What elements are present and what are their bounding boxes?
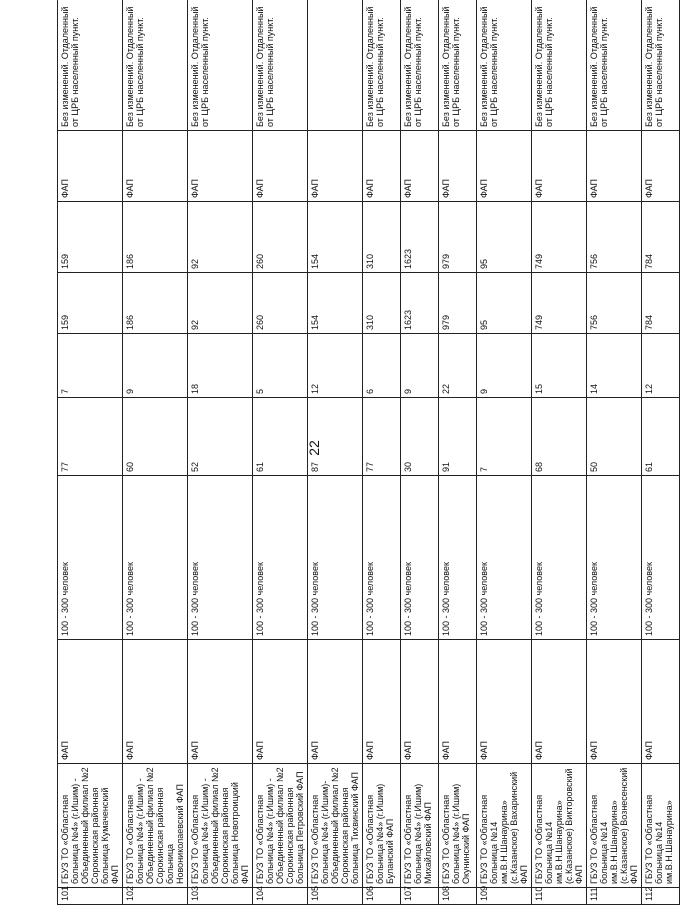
organization-name-cell: ГБУЗ ТО «Областная больница №14 им.В.Н.Шанаурина» <box>642 764 680 888</box>
population-range-cell: 100 - 300 человек <box>188 476 253 640</box>
value-b-cell: 14 <box>587 334 642 398</box>
row-number-cell: 110 <box>532 888 587 905</box>
row-number-cell: 109 <box>477 888 532 905</box>
value-d-cell: 159 <box>58 202 123 273</box>
note-cell: Без изменений. Отдаленный от ЦРБ населенный пункт. <box>123 0 188 131</box>
organization-name-cell: ГБУЗ ТО «Областная больница №14 им.В.Н.Шанаурина» (с.Казанское) Вознесенский ФАП <box>587 764 642 888</box>
note-cell: Без изменений. Отдаленный от ЦРБ населенный пункт. <box>253 0 308 131</box>
value-b-cell: 18 <box>188 334 253 398</box>
table-row <box>439 0 477 905</box>
value-c-cell: 310 <box>363 273 401 334</box>
value-c-cell: 749 <box>532 273 587 334</box>
rotated-table <box>57 0 674 905</box>
row-number-cell: 102 <box>123 888 188 905</box>
value-c-cell: 95 <box>477 273 532 334</box>
facility-type-cell: ФАП <box>401 640 439 764</box>
population-range-cell: 100 - 300 человек <box>58 476 123 640</box>
table-row <box>401 0 439 905</box>
value-b-cell: 12 <box>308 334 363 398</box>
value-c-cell: 979 <box>439 273 477 334</box>
value-c-cell: 1623 <box>401 273 439 334</box>
table-row <box>587 0 642 905</box>
value-a-cell: 77 <box>363 398 401 476</box>
facility-type-cell: ФАП <box>123 640 188 764</box>
facility-type-planned-cell: ФАП <box>188 131 253 202</box>
note-cell: Без изменений. Отдаленный от ЦРБ населенный пункт. <box>363 0 401 131</box>
population-range-cell: 100 - 300 человек <box>253 476 308 640</box>
value-a-cell: 87 <box>308 398 363 476</box>
facility-type-cell: ФАП <box>587 640 642 764</box>
population-range-cell: 100 - 300 человек <box>477 476 532 640</box>
row-number-cell: 105 <box>308 888 363 905</box>
population-range-cell: 100 - 300 человек <box>587 476 642 640</box>
value-c-cell: 159 <box>58 273 123 334</box>
value-d-cell: 979 <box>439 202 477 273</box>
facilities-table <box>57 0 680 905</box>
note-cell: Без изменений. Отдаленный от ЦРБ населенный пункт. <box>587 0 642 131</box>
value-a-cell: 61 <box>253 398 308 476</box>
facility-type-planned-cell: ФАП <box>477 131 532 202</box>
organization-name-cell: ГБУЗ ТО «Областная больница №4» (г.Ишим) Михайловский ФАП <box>401 764 439 888</box>
value-a-cell: 30 <box>401 398 439 476</box>
row-number-cell: 104 <box>253 888 308 905</box>
note-cell: Без изменений. Отдаленный от ЦРБ населенный пункт. <box>439 0 477 131</box>
note-cell: Без изменений. Отдаленный от ЦРБ населенный пункт. <box>477 0 532 131</box>
row-number-cell: 111 <box>587 888 642 905</box>
value-a-cell: 50 <box>587 398 642 476</box>
value-d-cell: 92 <box>188 202 253 273</box>
population-range-cell: 100 - 300 человек <box>363 476 401 640</box>
row-number-cell: 112 <box>642 888 680 905</box>
population-range-cell: 100 - 300 человек <box>401 476 439 640</box>
facility-type-cell: ФАП <box>477 640 532 764</box>
value-b-cell: 6 <box>363 334 401 398</box>
organization-name-cell: ГБУЗ ТО «Областная больница №4» (г.Ишим) Буланский ФАП <box>363 764 401 888</box>
value-c-cell: 92 <box>188 273 253 334</box>
value-a-cell: 68 <box>532 398 587 476</box>
row-number-cell: 107 <box>401 888 439 905</box>
facility-type-cell: ФАП <box>188 640 253 764</box>
value-d-cell: 784 <box>642 202 680 273</box>
value-a-cell: 52 <box>188 398 253 476</box>
facility-type-planned-cell: ФАП <box>58 131 123 202</box>
population-range-cell: 100 - 300 человек <box>123 476 188 640</box>
note-cell: Без изменений. Отдаленный от ЦРБ населенный пункт. <box>532 0 587 131</box>
table-row <box>477 0 532 905</box>
facility-type-planned-cell: ФАП <box>401 131 439 202</box>
value-a-cell: 77 <box>58 398 123 476</box>
facility-type-planned-cell: ФАП <box>587 131 642 202</box>
table-row <box>642 0 680 905</box>
row-number-cell: 108 <box>439 888 477 905</box>
page-number: 22 <box>305 440 322 456</box>
facility-type-planned-cell: ФАП <box>308 131 363 202</box>
value-b-cell: 22 <box>439 334 477 398</box>
value-b-cell: 9 <box>401 334 439 398</box>
value-d-cell: 95 <box>477 202 532 273</box>
population-range-cell: 100 - 300 человек <box>642 476 680 640</box>
value-d-cell: 749 <box>532 202 587 273</box>
row-number-cell: 103 <box>188 888 253 905</box>
table-row <box>308 0 363 905</box>
table-row <box>363 0 401 905</box>
table-row <box>123 0 188 905</box>
note-cell <box>308 0 363 131</box>
value-b-cell: 9 <box>477 334 532 398</box>
value-c-cell: 784 <box>642 273 680 334</box>
note-cell: Без изменений. Отдаленный от ЦРБ населенный пункт. <box>58 0 123 131</box>
organization-name-cell: ГБУЗ ТО «Областная больница №4» (г.Ишим)- Объединенный филиал №2 Сорокинская районная больница Тихвинский ФАП <box>308 764 363 888</box>
value-a-cell: 60 <box>123 398 188 476</box>
value-c-cell: 186 <box>123 273 188 334</box>
value-b-cell: 12 <box>642 334 680 398</box>
facility-type-cell: ФАП <box>58 640 123 764</box>
note-cell: Без изменений. Отдаленный от ЦРБ населенный пункт. <box>188 0 253 131</box>
facility-type-planned-cell: ФАП <box>642 131 680 202</box>
value-a-cell: 61 <box>642 398 680 476</box>
organization-name-cell: ГБУЗ ТО «Областная больница №14 им.В.Н.Шанаурина» (с.Казанское) Вахаринский ФАП <box>477 764 532 888</box>
facility-type-cell: ФАП <box>439 640 477 764</box>
facility-type-planned-cell: ФАП <box>253 131 308 202</box>
table-row <box>253 0 308 905</box>
facility-type-cell: ФАП <box>308 640 363 764</box>
value-a-cell: 91 <box>439 398 477 476</box>
population-range-cell: 100 - 300 человек <box>532 476 587 640</box>
row-number-cell: 106 <box>363 888 401 905</box>
table-row <box>188 0 253 905</box>
facility-type-cell: ФАП <box>642 640 680 764</box>
value-d-cell: 154 <box>308 202 363 273</box>
note-cell: Без изменений. Отдаленный от ЦРБ населенный пункт. <box>401 0 439 131</box>
value-d-cell: 1623 <box>401 202 439 273</box>
value-c-cell: 260 <box>253 273 308 334</box>
value-b-cell: 9 <box>123 334 188 398</box>
value-c-cell: 154 <box>308 273 363 334</box>
population-range-cell: 100 - 300 человек <box>439 476 477 640</box>
facility-type-cell: ФАП <box>363 640 401 764</box>
value-d-cell: 260 <box>253 202 308 273</box>
table-body <box>58 0 680 905</box>
facility-type-planned-cell: ФАП <box>532 131 587 202</box>
facility-type-planned-cell: ФАП <box>439 131 477 202</box>
organization-name-cell: ГБУЗ ТО «Областная больница №14 им.В.Н.Шанаурина» (с.Казанское) Викторовский ФАП <box>532 764 587 888</box>
organization-name-cell: ГБУЗ ТО «Областная больница №4» (г.Ишим) - Объединенный филиал №2 Сорокинская районная больница Петровский ФАП <box>253 764 308 888</box>
note-cell: Без изменений. Отдаленный от ЦРБ населенный пункт. <box>642 0 680 131</box>
table-row <box>532 0 587 905</box>
value-b-cell: 7 <box>58 334 123 398</box>
value-d-cell: 756 <box>587 202 642 273</box>
value-b-cell: 15 <box>532 334 587 398</box>
organization-name-cell: ГБУЗ ТО «Областная больница №4» (г.Ишим) - Объединенный филиал №2 Сорокинская районная больница Новотроицкий ФАП <box>188 764 253 888</box>
organization-name-cell: ГБУЗ ТО «Областная больница №4» (г.Ишим) Окунинский ФАП <box>439 764 477 888</box>
value-a-cell: 7 <box>477 398 532 476</box>
facility-type-cell: ФАП <box>253 640 308 764</box>
facility-type-cell: ФАП <box>532 640 587 764</box>
value-b-cell: 5 <box>253 334 308 398</box>
organization-name-cell: ГБУЗ ТО «Областная больница №4» (г.Ишим) - Объединенный филиал №2 Сорокинская районная больница Кумаченский ФАП <box>58 764 123 888</box>
value-c-cell: 756 <box>587 273 642 334</box>
row-number-cell: 101 <box>58 888 123 905</box>
facility-type-planned-cell: ФАП <box>363 131 401 202</box>
organization-name-cell: ГБУЗ ТО «Областная больница №4» (г.Ишим) - Объединенный филиал №2 Сорокинская районная больница Новониколаевский ФАП <box>123 764 188 888</box>
facility-type-planned-cell: ФАП <box>123 131 188 202</box>
value-d-cell: 186 <box>123 202 188 273</box>
value-d-cell: 310 <box>363 202 401 273</box>
population-range-cell: 100 - 300 человек <box>308 476 363 640</box>
rotated-table-wrapper <box>57 0 674 905</box>
table-row <box>58 0 123 905</box>
